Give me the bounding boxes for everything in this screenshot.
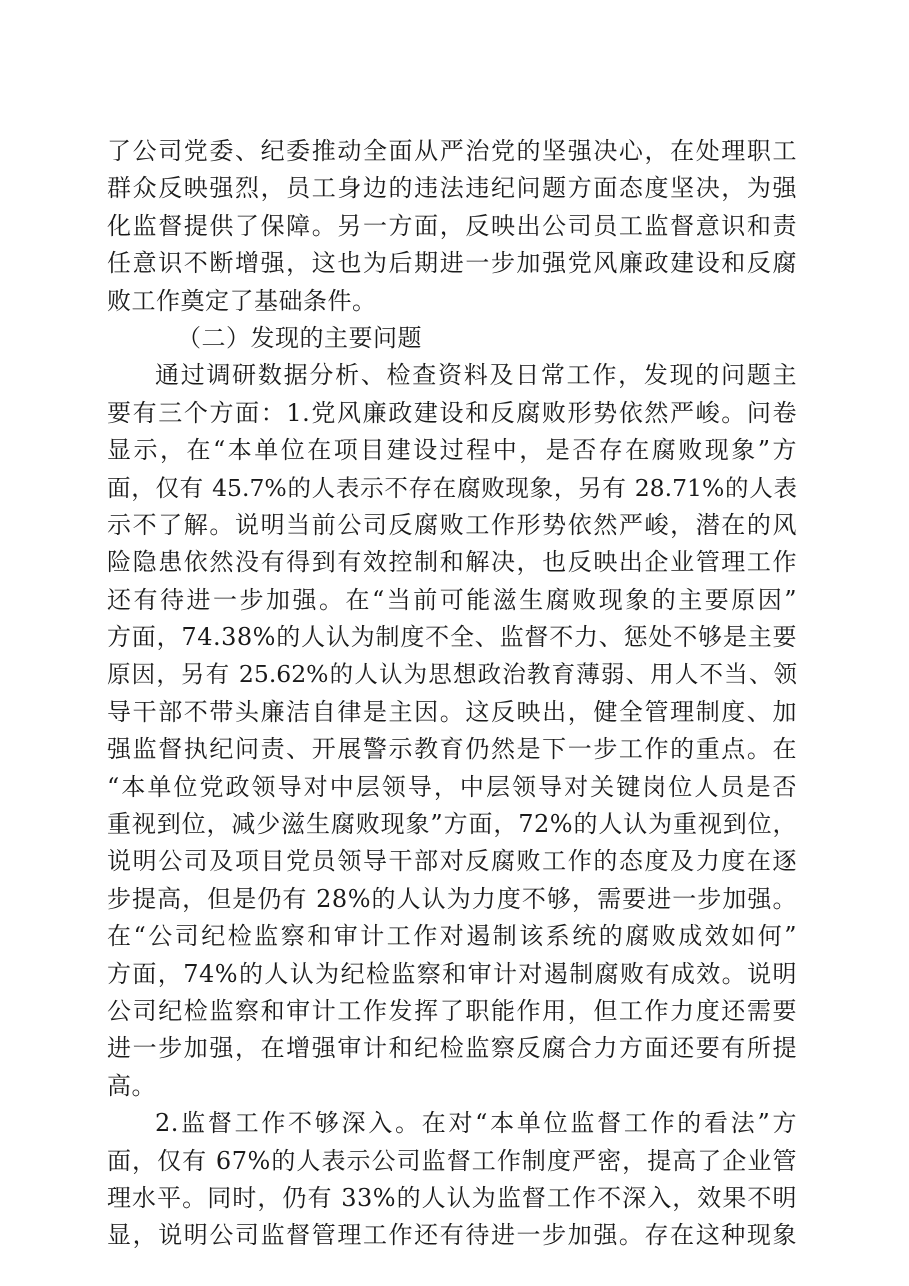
text-line: 通过调研数据分析、检查资料及日常工作，发现的问题主	[155, 361, 797, 390]
paragraph-2	[107, 357, 797, 1105]
text-line: 方面，74.38%的人认为制度不全、监督不力、惩处不够是主要	[107, 623, 797, 652]
text-line: 显，说明公司监督管理工作还有待进一步加强。存在这种现象	[107, 1221, 797, 1250]
text-line: 步提高，但是仍有 28%的人认为力度不够，需要进一步加强。	[107, 884, 797, 913]
text-line: 导干部不带头廉洁自律是主因。这反映出，健全管理制度、加	[107, 697, 797, 726]
text-line: 示不了解。说明当前公司反腐败工作形势依然严峻，潜在的风	[107, 510, 797, 539]
text-line: 败工作奠定了基础条件。	[107, 286, 377, 315]
text-line: 2.监督工作不够深入。在对“本单位监督工作的看法”方	[155, 1109, 797, 1138]
text-line: 了公司党委、纪委推动全面从严治党的坚强决心，在处理职工	[107, 137, 797, 165]
section-heading: （二）发现的主要问题	[177, 323, 422, 352]
text-line: 方面，74%的人认为纪检监察和审计对遏制腐败有成效。说明	[107, 959, 797, 988]
text-line: 重视到位，减少滋生腐败现象”方面，72%的人认为重视到位，	[107, 810, 797, 839]
text-line: 群众反映强烈，员工身边的违法违纪问题方面态度坚决，为强	[107, 174, 797, 203]
text-line: 面，仅有 45.7%的人表示不存在腐败现象，另有 28.71%的人表	[107, 473, 797, 502]
text-line: 理水平。同时，仍有 33%的人认为监督工作不深入，效果不明	[107, 1183, 797, 1212]
document-body	[107, 133, 797, 1255]
paragraph-3	[107, 1105, 797, 1255]
text-line: 高。	[107, 1071, 156, 1100]
text-line: 还有待进一步加强。在“当前可能滋生腐败现象的主要原因”	[107, 585, 797, 614]
text-line: 公司纪检监察和审计工作发挥了职能作用，但工作力度还需要	[107, 996, 797, 1025]
text-line: 化监督提供了保障。另一方面，反映出公司员工监督意识和责	[107, 211, 797, 240]
text-line: 显示，在“本单位在项目建设过程中，是否存在腐败现象”方	[107, 436, 797, 465]
text-line: 要有三个方面：1.党风廉政建设和反腐败形势依然严峻。问卷	[107, 398, 797, 427]
text-line: 原因，另有 25.62%的人认为思想政治教育薄弱、用人不当、领	[107, 660, 797, 689]
text-line: 进一步加强，在增强审计和纪检监察反腐合力方面还要有所提	[107, 1034, 797, 1063]
text-line: 强监督执纪问责、开展警示教育仍然是下一步工作的重点。在	[107, 735, 797, 764]
text-line: 任意识不断增强，这也为后期进一步加强党风廉政建设和反腐	[107, 249, 797, 278]
text-line: 面，仅有 67%的人表示公司监督工作制度严密，提高了企业管	[107, 1146, 797, 1175]
paragraph-1	[107, 133, 797, 320]
text-line: 在“公司纪检监察和审计工作对遏制该系统的腐败成效如何”	[107, 922, 797, 951]
text-line: 说明公司及项目党员领导干部对反腐败工作的态度及力度在逐	[107, 847, 797, 876]
text-line: “本单位党政领导对中层领导，中层领导对关键岗位人员是否	[107, 772, 797, 801]
text-line: 险隐患依然没有得到有效控制和解决，也反映出企业管理工作	[107, 548, 797, 577]
